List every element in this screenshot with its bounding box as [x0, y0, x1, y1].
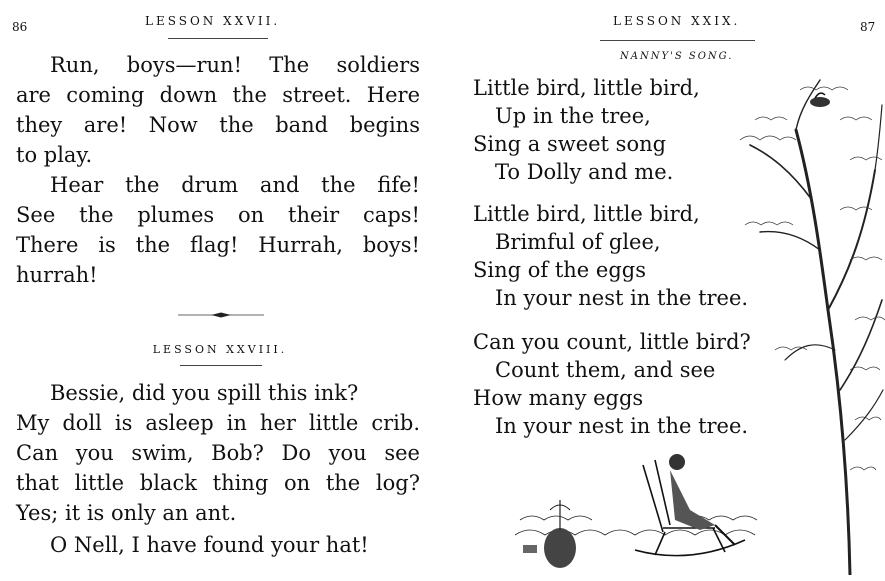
paragraph-4 [16, 530, 420, 560]
stanza-1 [473, 74, 803, 186]
text-line: Bessie, did you spill this ink? [50, 381, 359, 405]
left-page-number: 86 [12, 20, 28, 34]
paragraph-2 [16, 170, 420, 290]
text-line: that little black thing on the log? [16, 471, 420, 495]
poem-line: Sing of the eggs [473, 258, 646, 282]
poem-stanza-2-block [473, 200, 803, 312]
poem-line: In your nest in the tree. [495, 286, 749, 310]
text-line: hurrah! [16, 263, 98, 287]
text-line: to play. [16, 143, 93, 167]
poem-line: Up in the tree, [495, 104, 651, 128]
text-line: My doll is asleep in her little crib. [16, 411, 420, 435]
poem-line: Little bird, little bird, [473, 202, 700, 226]
right-page-number: 87 [860, 20, 876, 34]
left-header-rule [168, 38, 268, 39]
right-header-rule [600, 40, 755, 41]
poem [473, 74, 803, 186]
text-line: There is the flag! Hurrah, boys! [16, 233, 420, 257]
poem-line: In your nest in the tree. [495, 414, 749, 438]
poem-line: Little bird, little bird, [473, 76, 700, 100]
left-page [0, 0, 440, 581]
text-line: Run, boys—run! The soldiers [50, 53, 420, 77]
poem-line: Sing a sweet song [473, 132, 667, 156]
poem-stanza-3-block [473, 328, 803, 440]
poem-line: How many eggs [473, 386, 644, 410]
poem-line: Can you count, little bird? [473, 330, 751, 354]
right-page [445, 0, 885, 581]
poem-line: Brimful of glee, [495, 230, 661, 254]
stanza-2 [473, 200, 803, 312]
text-line: Can you swim, Bob? Do you see [16, 441, 420, 465]
poem-line: To Dolly and me. [495, 160, 674, 184]
text-line: are coming down the street. Here [16, 83, 420, 107]
text-line: O Nell, I have found your hat! [50, 533, 369, 557]
lesson-28-title: LESSON XXVIII. [152, 343, 288, 356]
lesson-27-title: LESSON XXVII. [145, 14, 281, 28]
text-line: Hear the drum and the fife! [50, 173, 420, 197]
paragraph-3 [16, 378, 420, 528]
text-line: See the plumes on their caps! [16, 203, 420, 227]
section-separator [178, 312, 264, 318]
stanza-3 [473, 328, 803, 440]
text-line: Yes; it is only an ant. [16, 501, 237, 525]
rocking-chair-illustration [515, 440, 775, 575]
text-line: they are! Now the band begins [16, 113, 420, 137]
lesson-29-title: LESSON XXIX. [613, 14, 741, 28]
lesson-28-rule [180, 365, 262, 366]
song-title: NANNY'S SONG. [620, 51, 734, 62]
paragraph-1 [16, 50, 420, 170]
poem-line: Count them, and see [495, 358, 716, 382]
